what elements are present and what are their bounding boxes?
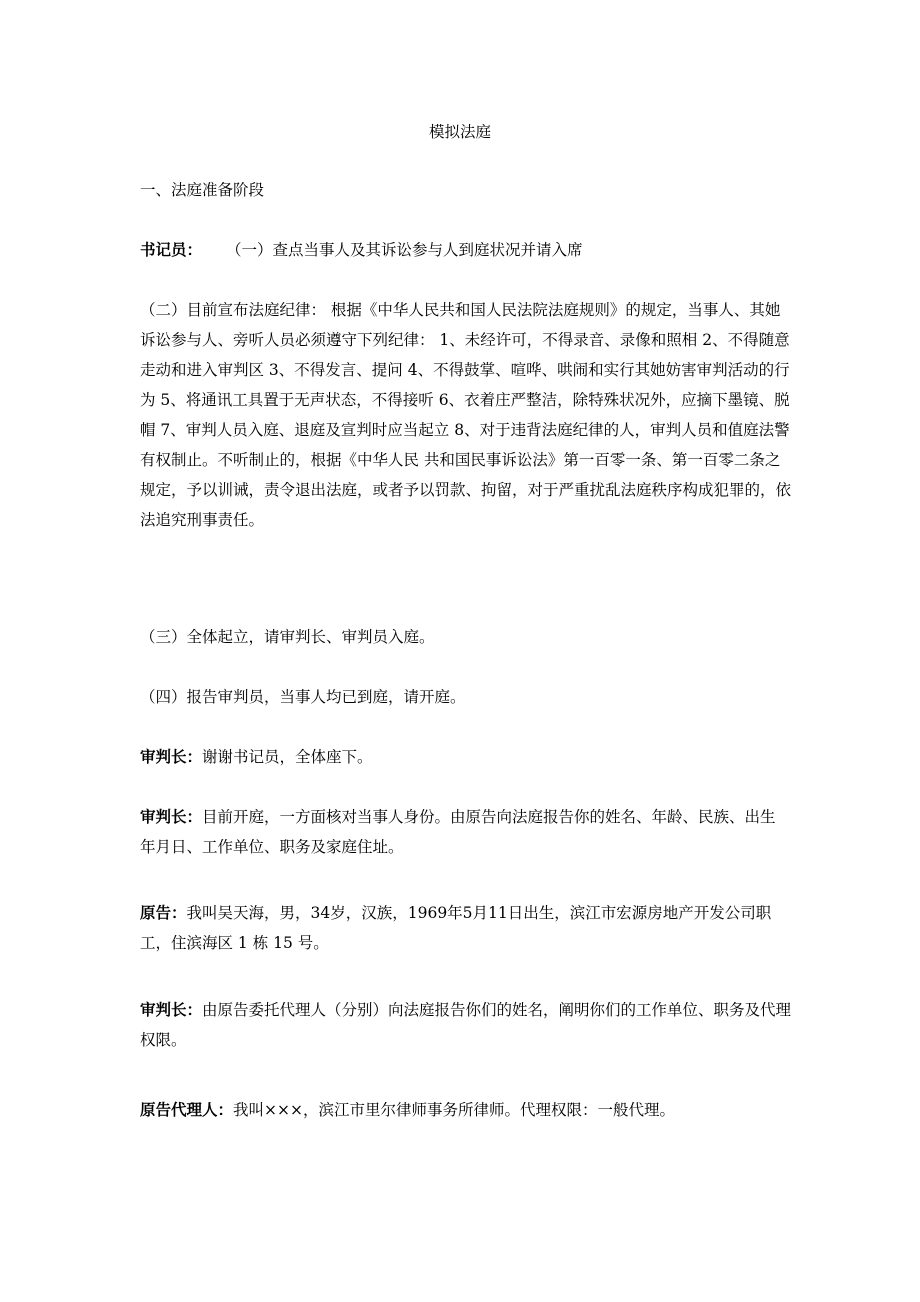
paragraph-judge-ask-agent [140,995,795,1055]
section-heading: 一、法庭准备阶段 [140,181,265,199]
paragraph-text: （二）目前宣布法庭纪律： 根据《中华人民共和国人民法院法庭规则》的规定，当事人、其她诉讼参与人、旁听人员必须遵守下列纪律： 1、未经许可，不得录音、录像和照相 2、不得随意走动和进入审判区 3、不得发言、提问 4、不得鼓掌、喧哗、哄闹和实行其她妨害审判活动的行为 5、将通讯工具置于无声状态，不得接听 6、衣着庄严整洁，除特殊状况外，应摘下墨镜、脱帽 7、审判人员入庭、退庭及宣判时应当起立 8、对于违背法庭纪律的人，审判人员和值庭法警有权制止。不听制止的，根据《中华人民 共和国民事诉讼法》第一百零一条、第一百零二条之规定，予以训诫，责令退出法庭，或者予以罚款、拘留，对于严重扰乱法庭秩序构成犯罪的，依法追究刑事责任。 [140,301,792,529]
speaker-label: 审判长： [140,748,203,766]
paragraph-text: 我叫×××，滨江市里尔律师事务所律师。代理权限：一般代理。 [233,1101,675,1119]
paragraph-judge-thanks [140,742,795,772]
paragraph-report-ready [140,682,795,712]
speaker-label: 书记员： [140,241,203,259]
paragraph-text: （四）报告审判员，当事人均已到庭，请开庭。 [140,688,466,706]
speaker-label: 原告： [140,904,187,922]
speaker-label: 审判长： [140,808,203,826]
paragraph-all-rise [140,622,795,652]
document-title: 模拟法庭 [428,123,491,141]
paragraph-court-discipline [140,295,795,535]
paragraph-judge-open-court [140,802,795,862]
paragraph-text: 谢谢书记员，全体座下。 [202,748,373,766]
paragraph-text: 我叫吴天海，男，34岁，汉族，1969年5月11日出生，滨江市宏源房地产开发公司职工，住滨海区 1 栋 15 号。 [140,904,772,952]
paragraph-text: 由原告委托代理人（分别）向法庭报告你们的姓名，阐明你们的工作单位、职务及代理权限。 [140,1001,792,1049]
paragraph-text: （一）查点当事人及其诉讼参与人到庭状况并请入席 [226,241,583,259]
paragraph-plaintiff-identity [140,898,795,958]
paragraph-text: 目前开庭，一方面核对当事人身份。由原告向法庭报告你的姓名、年龄、民族、出生 年月日、工作单位、职务及家庭住址。 [140,808,776,856]
paragraph-clerk-roll-call [140,235,795,265]
speaker-label: 原告代理人： [140,1101,234,1119]
paragraph-text: （三）全体起立，请审判长、审判员入庭。 [140,628,435,646]
paragraph-plaintiff-agent [140,1095,795,1125]
speaker-label: 审判长： [140,1001,203,1019]
